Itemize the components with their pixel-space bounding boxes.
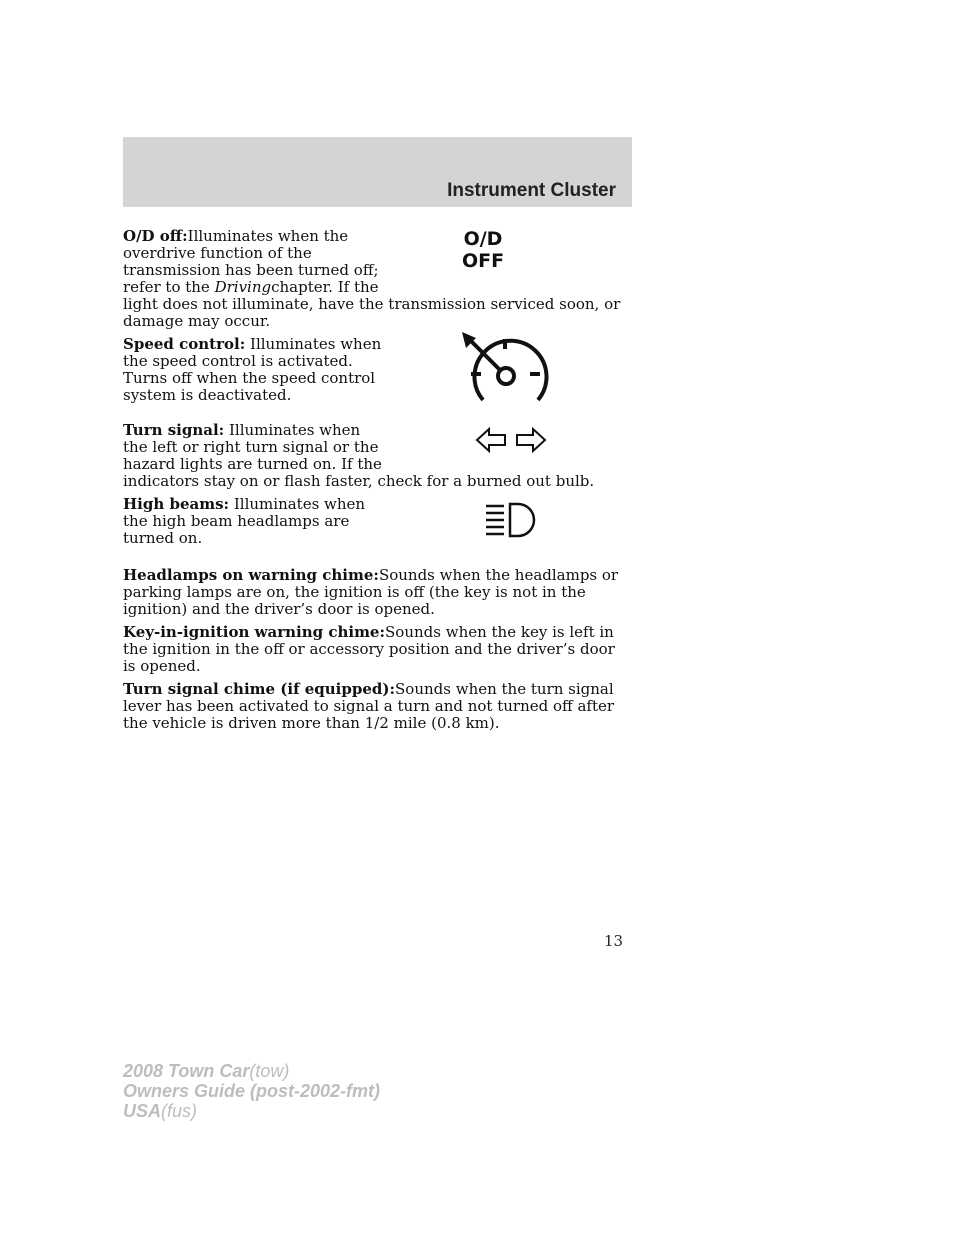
footer-line-1: 2008 Town Car(tow) [123,1061,290,1081]
turn-chime-paragraph: Turn signal chime (if equipped):Sounds when the turn signal lever has been activated to signal a turn and not turned off after the vehicle is driven more than 1/2 mile (0.8 km). [123,680,615,732]
headlamps-chime-term: Headlamps on warning chime: [123,566,379,584]
od-off-icon: O/D OFF [461,228,505,272]
turn-signal-icon [475,426,547,458]
page-title: Instrument Cluster [447,180,616,201]
speed-control-term: Speed control: [123,335,246,353]
section-high-beams [123,496,632,547]
turn-chime-term: Turn signal chime (if equipped): [123,680,396,698]
footer-line-2: Owners Guide (post-2002-fmt) [123,1081,381,1101]
headlamps-chime-paragraph: Headlamps on warning chime:Sounds when the headlamps or parking lamps are on, the ignition is off (the key is not in the ignition) and the driver’s door is opened. [123,566,619,618]
key-chime-term: Key-in-ignition warning chime: [123,623,386,641]
document-footer [123,1061,380,1121]
high-beams-term: High beams: [123,495,230,513]
section-od-off [123,228,632,330]
key-chime-paragraph: Key-in-ignition warning chime:Sounds when the key is left in the ignition in the off or accessory position and the driver’s door is opened. [123,623,615,675]
speed-control-paragraph: Speed control: Illuminates when the speed control is activated. Turns off when the speed control system is deactivated. [123,335,382,404]
footer-line-3: USA(fus) [123,1101,198,1121]
od-off-paragraph: O/D off:Illuminates when the overdrive function of the transmission has been turned off; refer to the Drivingchapter. If the light does not illuminate, have the transmission serviced soon, or damage may occur. [123,227,621,330]
speed-control-icon [458,332,553,411]
page-number: 13 [604,932,624,950]
section-speed-control [123,336,632,404]
turn-signal-paragraph: Turn signal: Illuminates when the left or right turn signal or the hazard lights are turned on. If the indicators stay on or flash faster, check for a burned out bulb. [123,421,595,490]
high-beams-paragraph: High beams: Illuminates when the high beam headlamps are turned on. [123,495,366,547]
section-turn-signal [123,422,632,490]
high-beam-icon [484,502,540,542]
od-off-term: O/D off: [123,227,188,245]
turn-signal-term: Turn signal: [123,421,225,439]
page-content [123,228,632,738]
header-band [123,137,632,207]
